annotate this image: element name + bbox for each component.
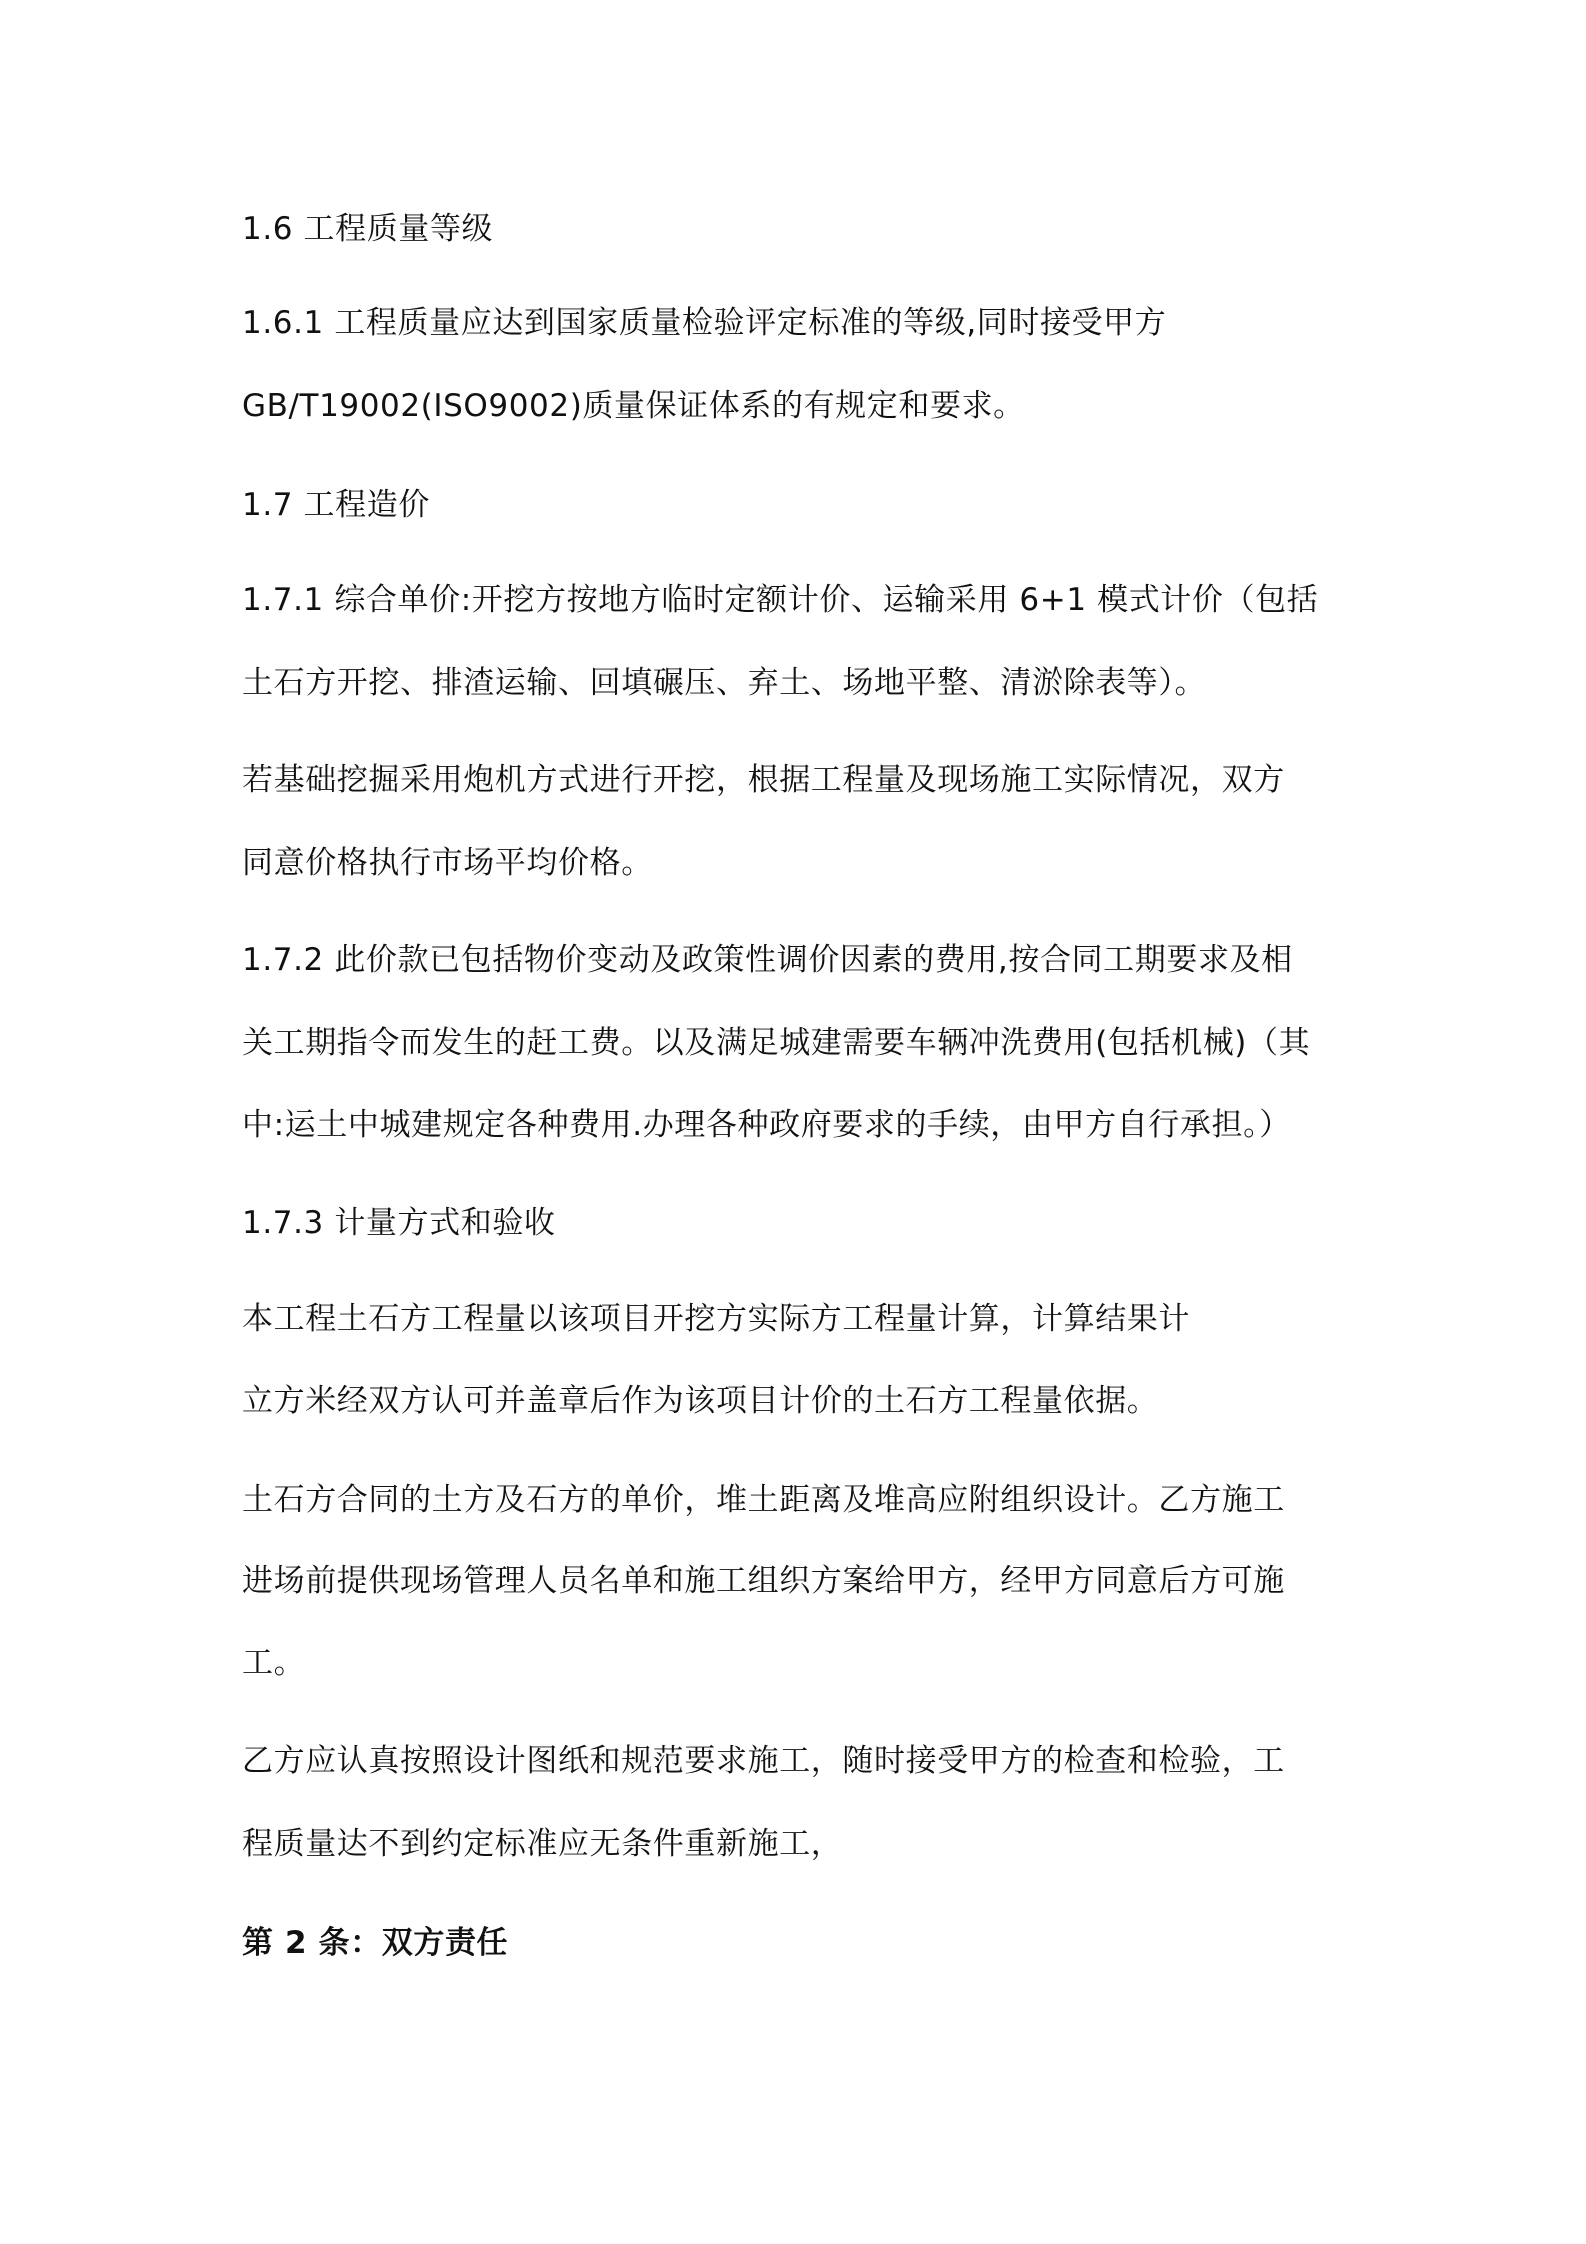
paragraph-unit-price-line-2: 进场前提供现场管理人员名单和施工组织方案给甲方，经甲方同意后方可施: [242, 1563, 1285, 1599]
paragraph-unit-price-line-3: 工。: [242, 1645, 306, 1681]
clause-1-7-2-line-2: 关工期指令而发生的赶工费。以及满足城建需要车辆冲洗费用(包括机械)（其: [242, 1025, 1311, 1061]
paragraph-quantity-line-1: 本工程土石方工程量以该项目开挖方实际方工程量计算，计算结果计: [242, 1301, 1190, 1337]
paragraph-unit-price-line-1: 土石方合同的土方及石方的单价，堆土距离及堆高应附组织设计。乙方施工: [242, 1482, 1285, 1518]
paragraph-quantity-line-2: 立方米经双方认可并盖章后作为该项目计价的土石方工程量依据。: [242, 1383, 1159, 1419]
clause-1-7-3-heading: 1.7.3 计量方式和验收: [242, 1205, 556, 1241]
article-2-heading: 第 2 条：双方责任: [242, 1925, 509, 1961]
clause-1-7-1-line-2: 土石方开挖、排渣运输、回填碾压、弃土、场地平整、清淤除表等）。: [242, 665, 1207, 701]
clause-1-7-2-line-3: 中:运土中城建规定各种费用.办理各种政府要求的手续，由甲方自行承担。）: [242, 1107, 1291, 1143]
clause-1-6-1-line-2: GB/T19002(ISO9002)质量保证体系的有规定和要求。: [242, 388, 1025, 424]
clause-1-7-2-line-1: 1.7.2 此价款已包括物价变动及政策性调价因素的费用,按合同工期要求及相: [242, 942, 1293, 978]
clause-1-6-1-line-1: 1.6.1 工程质量应达到国家质量检验评定标准的等级,同时接受甲方: [242, 305, 1167, 341]
clause-1-7-1-line-1: 1.7.1 综合单价:开挖方按地方临时定额计价、运输采用 6+1 模式计价（包括: [242, 582, 1319, 618]
paragraph-construction-line-2: 程质量达不到约定标准应无条件重新施工，: [242, 1826, 843, 1862]
section-heading-1-6: 1.6 工程质量等级: [242, 211, 494, 247]
section-heading-1-7: 1.7 工程造价: [242, 487, 430, 523]
paragraph-construction-line-1: 乙方应认真按照设计图纸和规范要求施工，随时接受甲方的检查和检验，工: [242, 1743, 1285, 1779]
paragraph-blasting-line-1: 若基础挖掘采用炮机方式进行开挖，根据工程量及现场施工实际情况，双方: [242, 762, 1285, 798]
paragraph-blasting-line-2: 同意价格执行市场平均价格。: [242, 845, 653, 881]
